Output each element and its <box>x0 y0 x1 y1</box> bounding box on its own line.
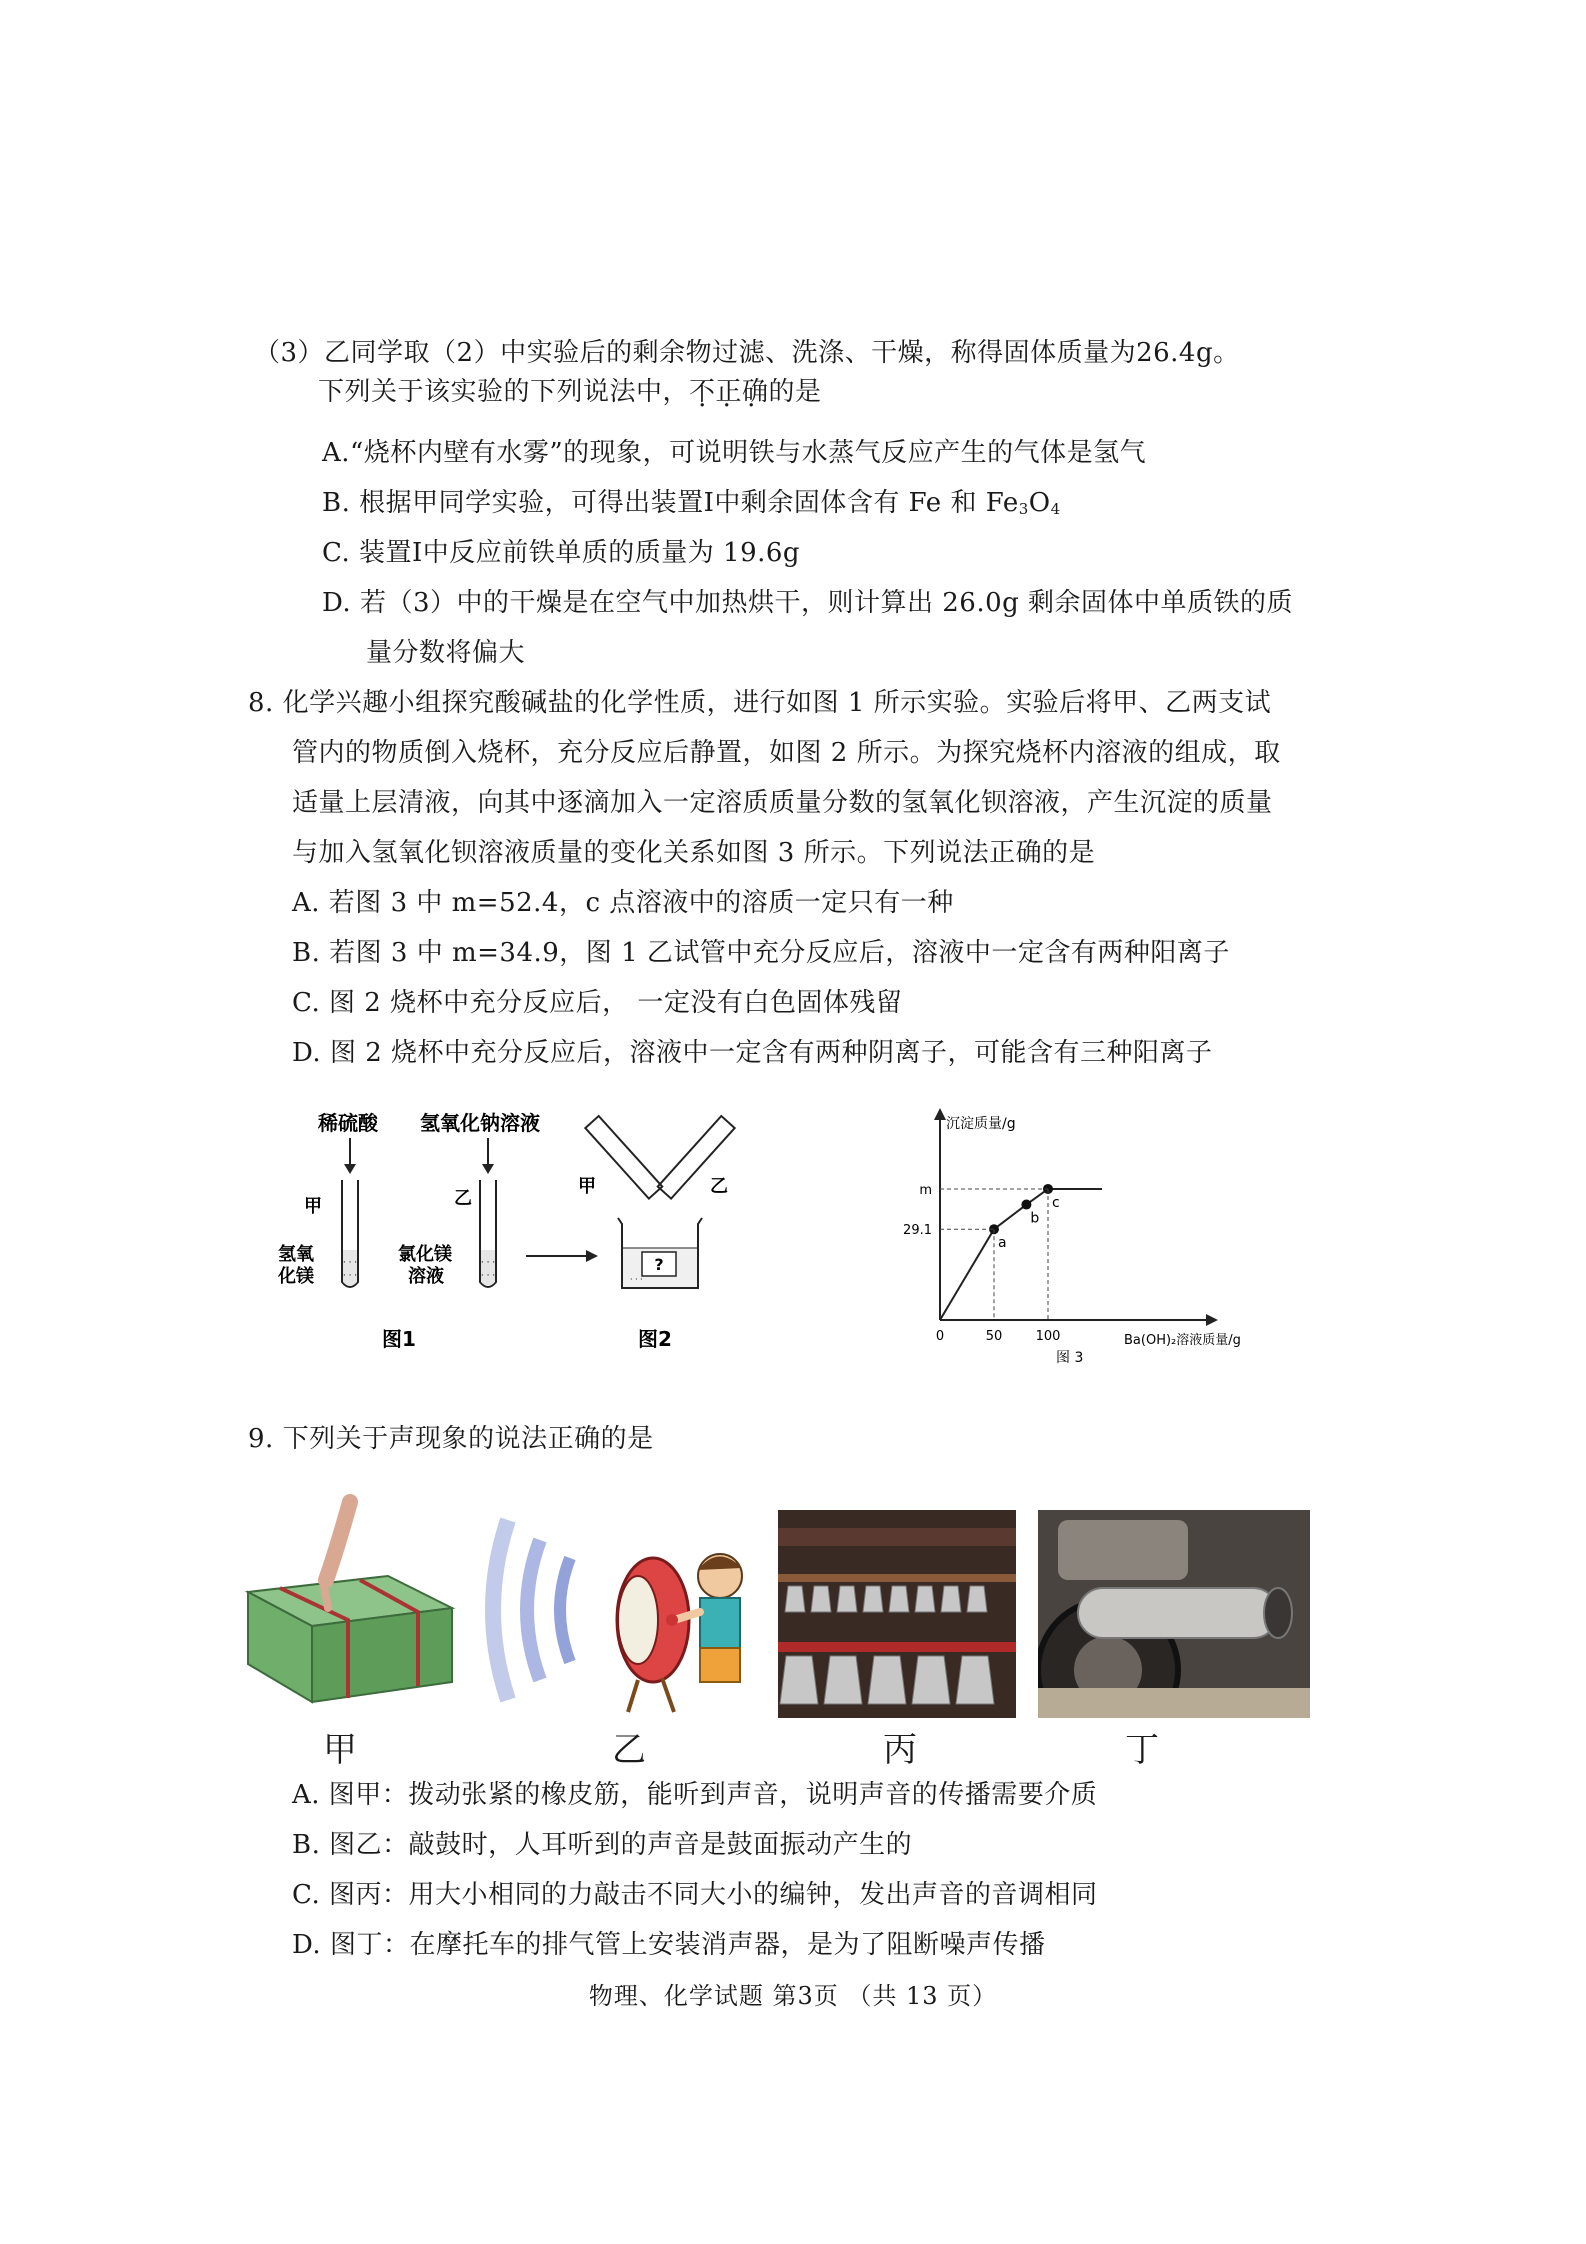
q8-stem-line4: 与加入氢氧化钡溶液质量的变化关系如图 3 所示。下列说法正确的是 <box>292 838 1096 868</box>
q9-option-d: D. 图丁：在摩托车的排气管上安装消声器，是为了阻断噪声传播 <box>292 1930 1046 1960</box>
y-tick-label-1: m <box>919 1182 932 1198</box>
pic-label-yi: 乙 <box>612 1730 646 1770</box>
y-axis-label: 沉淀质量/g <box>946 1116 1016 1132</box>
q7-option-d-line2: 量分数将偏大 <box>366 638 526 668</box>
pic-label-ding: 丁 <box>1125 1730 1159 1770</box>
q9-option-c: C. 图丙：用大小相同的力敲击不同大小的编钟，发出声音的音调相同 <box>292 1880 1098 1910</box>
pic-label-jia: 甲 <box>323 1730 357 1770</box>
tube1-content-line1: 氢氧 <box>278 1244 314 1265</box>
q7-option-b-sub4: 4 <box>1050 500 1061 518</box>
svg-text:· · ·: · · · <box>630 1275 643 1284</box>
svg-text:· · ·: · · · <box>480 1271 496 1281</box>
q8-stem-line3: 适量上层清液，向其中逐滴加入一定溶质质量分数的氢氧化钡溶液，产生沉淀的质量 <box>292 788 1273 818</box>
naoh-label: 氢氧化钠溶液 <box>420 1111 540 1135</box>
pic-ding-motorcycle-exhaust <box>1038 1510 1310 1718</box>
svg-text:· · ·: · · · <box>342 1258 358 1268</box>
q7-stem-line2-pre: 下列关于该实验的下列说法中， <box>318 377 690 407</box>
tube-yi-label: 乙 <box>454 1188 472 1209</box>
q7-option-b-text: B. 根据甲同学实验，可得出装置Ⅰ中剩余固体含有 Fe 和 Fe <box>322 488 1019 518</box>
tube-jia-label: 甲 <box>304 1196 322 1217</box>
q7-option-a: A.“烧杯内壁有水雾”的现象，可说明铁与水蒸气反应产生的气体是氢气 <box>322 438 1147 468</box>
pouring-tube-yi <box>658 1116 735 1199</box>
tube2-content-line1: 氯化镁 <box>398 1244 452 1265</box>
q7-stem-line2 <box>318 375 822 409</box>
fig3-precipitate-chart <box>880 1100 1280 1370</box>
q7-option-b-sub3: 3 <box>1018 500 1029 518</box>
q8-stem-line1: 8. 化学兴趣小组探究酸碱盐的化学性质，进行如图 1 所示实验。实验后将甲、乙两支试 <box>248 688 1272 718</box>
q8-stem-line2: 管内的物质倒入烧杯，充分反应后静置，如图 2 所示。为探究烧杯内溶液的组成，取 <box>292 738 1281 768</box>
q8-option-d: D. 图 2 烧杯中充分反应后，溶液中一定含有两种阴离子，可能含有三种阳离子 <box>292 1038 1213 1068</box>
q7-option-b-o: O <box>1028 488 1051 518</box>
pic-yi-drum <box>478 1500 758 1720</box>
point-label-b: b <box>1030 1210 1040 1227</box>
q9-option-b: B. 图乙：敲鼓时，人耳听到的声音是鼓面振动产生的 <box>292 1830 913 1860</box>
q7-option-c: C. 装置Ⅰ中反应前铁单质的质量为 19.6g <box>322 538 801 568</box>
q8-option-a: A. 若图 3 中 m=52.4，c 点溶液中的溶质一定只有一种 <box>292 888 954 918</box>
point-b <box>1021 1200 1031 1210</box>
pic-jia-rubber-band-box <box>240 1492 462 1714</box>
pic-bing-bianzhong-bells <box>778 1510 1016 1718</box>
q7-stem-line2-post: 的是 <box>768 377 822 407</box>
fig3-caption: 图 3 <box>1056 1350 1084 1366</box>
point-label-c: c <box>1052 1194 1060 1211</box>
beaker-unknown-mark: ? <box>654 1255 664 1274</box>
q7-emphasis-not-correct: 不正确 · · · <box>689 375 769 409</box>
svg-text:· · ·: · · · <box>480 1258 496 1268</box>
x-tick-label-2: 100 <box>1035 1329 1061 1344</box>
q7-option-d-line1: D. 若（3）中的干燥是在空气中加热烘干，则计算出 26.0g 剩余固体中单质铁的质 <box>322 588 1294 618</box>
tube2-content-line2: 溶液 <box>408 1266 444 1287</box>
fig1-fig2-diagram <box>270 1100 750 1360</box>
fig2-caption: 图2 <box>638 1327 672 1351</box>
y-tick-label-0: 29.1 <box>903 1223 932 1239</box>
precipitate-curve <box>940 1189 1102 1320</box>
x-tick-label-1: 50 <box>985 1329 1003 1344</box>
svg-text:· · ·: · · · <box>342 1271 358 1281</box>
pour-jia-label: 甲 <box>578 1176 596 1197</box>
fig1-caption: 图1 <box>382 1327 416 1351</box>
page-footer: 物理、化学试题 第3页 （共 13 页） <box>588 1982 998 2010</box>
q7-option-b <box>322 486 1061 526</box>
pic-label-bing: 丙 <box>883 1730 917 1770</box>
q7-stem-line1: （3）乙同学取（2）中实验后的剩余物过滤、洗涤、干燥，称得固体质量为26.4g。 <box>254 338 1240 368</box>
q9-option-a: A. 图甲：拨动张紧的橡皮筋，能听到声音，说明声音的传播需要介质 <box>292 1780 1098 1810</box>
x-tick-label-0: 0 <box>935 1329 945 1344</box>
q9-stem: 9. 下列关于声现象的说法正确的是 <box>248 1424 654 1454</box>
acid-label: 稀硫酸 <box>318 1111 378 1135</box>
x-axis-label: Ba(OH)₂溶液质量/g <box>1124 1333 1241 1348</box>
point-label-a: a <box>998 1235 1007 1252</box>
tube1-content-line2: 化镁 <box>278 1266 314 1287</box>
q8-option-b: B. 若图 3 中 m=34.9，图 1 乙试管中充分反应后，溶液中一定含有两种阳离子 <box>292 938 1230 968</box>
q8-option-c: C. 图 2 烧杯中充分反应后， 一定没有白色固体残留 <box>292 988 903 1018</box>
pouring-tube-jia <box>578 1116 662 1199</box>
pour-yi-label: 乙 <box>710 1176 728 1197</box>
